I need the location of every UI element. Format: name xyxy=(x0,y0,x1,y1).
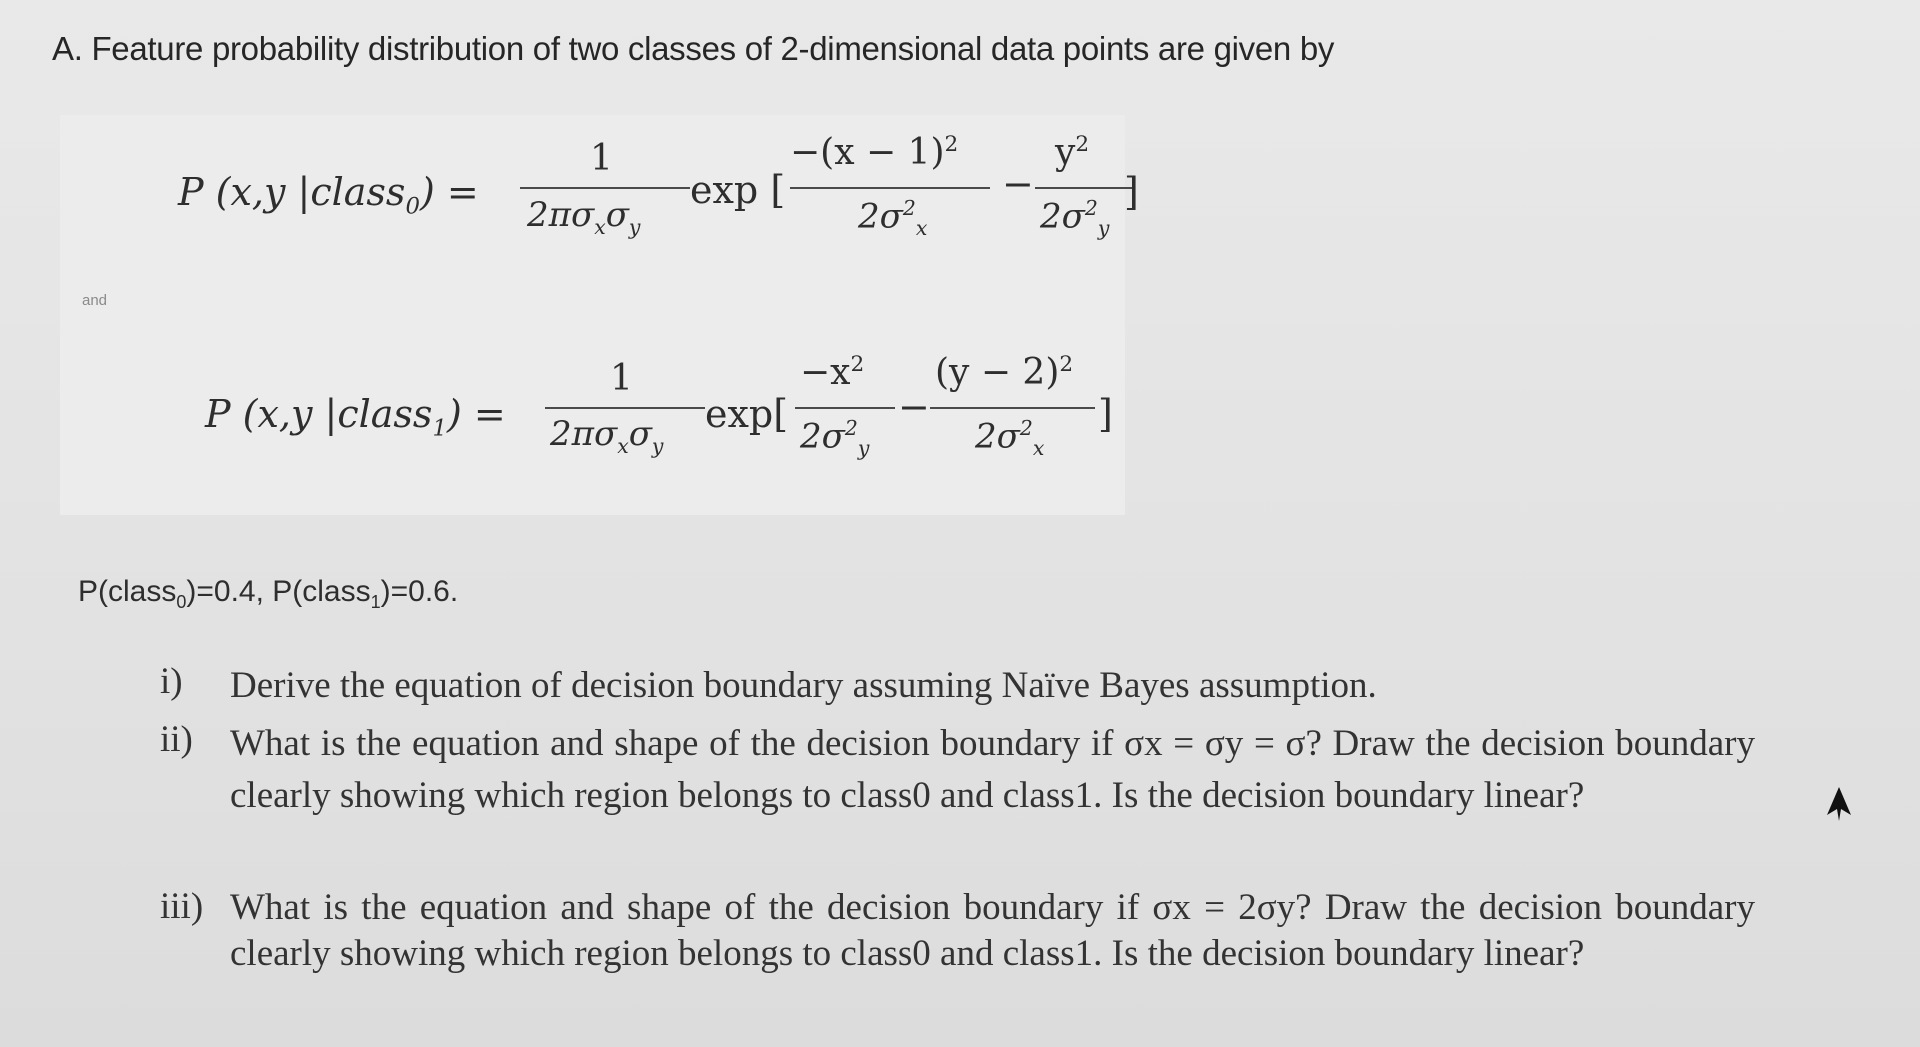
question-number: iii) xyxy=(160,886,204,927)
eq1-term1-numerator: $-x^2$ xyxy=(800,352,865,393)
eq1-coef-denominator: $2\pi\sigma_x\sigma_y$ xyxy=(550,414,664,458)
question-number: ii) xyxy=(160,719,193,760)
eq0-term2-fraction-bar xyxy=(1035,187,1135,189)
question-heading: A. Feature probability distribution of two classes of 2-dimensional data points are given by xyxy=(52,30,1335,67)
eq1-coef-fraction-bar xyxy=(545,407,705,409)
eq1-term2-numerator: $(y - 2)^2$ xyxy=(935,352,1074,393)
eq1-term2-fraction-bar xyxy=(930,407,1095,409)
eq0-term1-denominator: $2\sigma^2_x$ xyxy=(858,196,928,241)
eq0-term1-numerator: $-(x - 1)^2$ xyxy=(790,132,959,173)
question-text: Derive the equation of decision boundary assuming Naïve Bayes assumption. xyxy=(230,665,1377,706)
eq0-term1-fraction-bar xyxy=(790,187,990,189)
eq0-exp: exp [ xyxy=(690,168,786,212)
eq1-lhs: P (x,y |class$_1$) = xyxy=(205,392,506,442)
eq0-lhs: P (x,y |class$_0$) = xyxy=(178,170,479,220)
question-text: What is the equation and shape of the decision boundary if σx = 2σy? Draw the decision boundary clearly showing which region belongs to class0 and class1. Is the decision boundary linear? xyxy=(230,887,1755,974)
eq1-term1-denominator: $2\sigma^2_y$ xyxy=(800,416,870,461)
eq1-term2-denominator: $2\sigma^2_x$ xyxy=(975,416,1045,461)
question-number: i) xyxy=(160,661,183,702)
eq0-minus: − xyxy=(1002,162,1034,206)
eq0-coef-numerator: 1 xyxy=(590,138,613,179)
question-text: What is the equation and shape of the decision boundary if σx = σy = σ? Draw the decision boundary clearly showing which region belongs to class0 and class1. Is the decision boundary linear? xyxy=(230,723,1755,816)
eq0-close-bracket: ] xyxy=(1124,170,1139,214)
eq0-coef-denominator: $2\pi\sigma_x\sigma_y$ xyxy=(527,195,641,239)
and-label: and xyxy=(82,292,108,309)
eq1-minus: − xyxy=(898,385,930,429)
eq0-term2-denominator: $2\sigma^2_y$ xyxy=(1040,196,1110,241)
cursor-arrow-icon xyxy=(1825,785,1853,823)
eq0-coef-fraction-bar xyxy=(520,187,690,189)
eq1-coef-numerator: 1 xyxy=(610,358,633,399)
class-priors: P(class$_0$)=0.4, P(class$_1$)=0.6. xyxy=(78,575,459,612)
eq1-term1-fraction-bar xyxy=(795,407,895,409)
eq0-term2-numerator: $y^2$ xyxy=(1055,132,1090,173)
eq1-exp: exp[ xyxy=(705,392,789,436)
eq1-close-bracket: ] xyxy=(1098,392,1113,436)
